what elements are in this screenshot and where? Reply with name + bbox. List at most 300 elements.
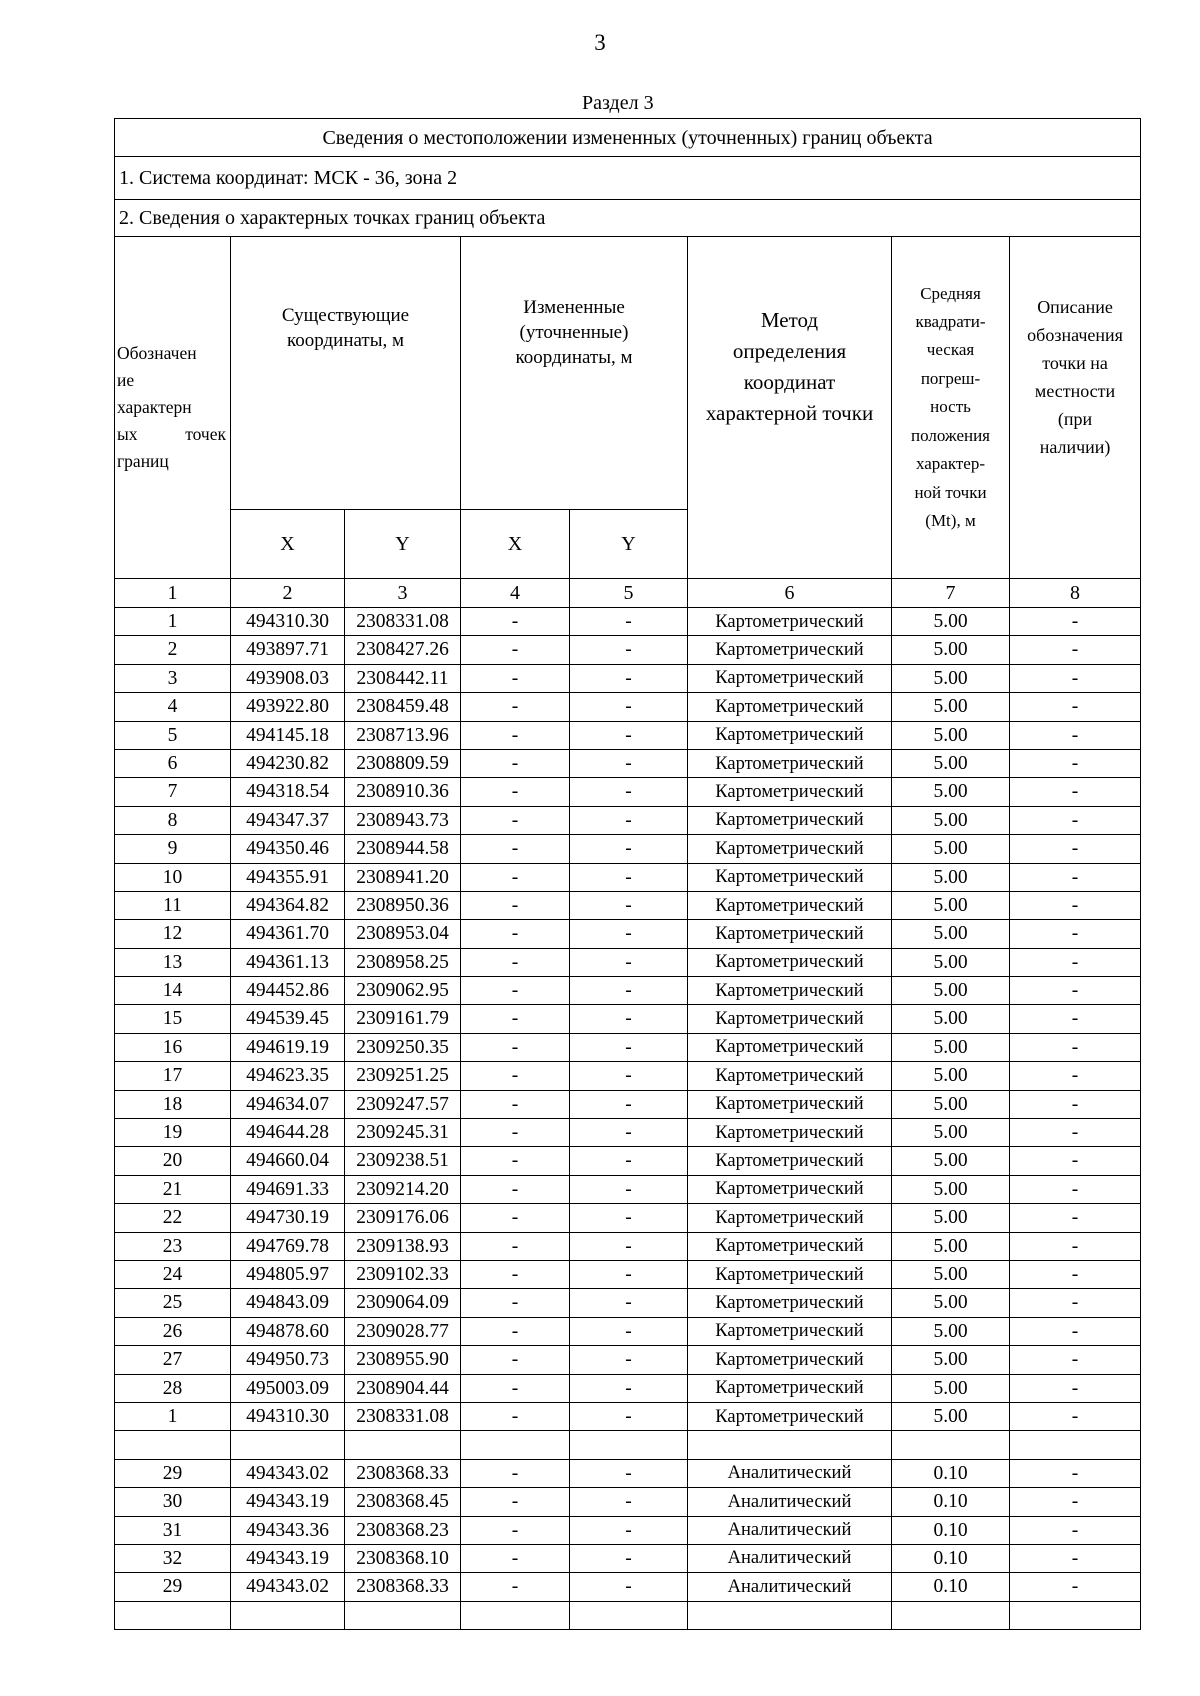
header-changed: Измененные (уточненные) координаты, м	[461, 237, 688, 510]
table-cell: Картометрический	[688, 608, 892, 636]
table-cell: -	[570, 664, 688, 692]
table-cell: 1	[115, 1402, 231, 1430]
table-cell: 3	[115, 664, 231, 692]
table-cell: Картометрический	[688, 636, 892, 664]
table-cell: 5.00	[892, 1232, 1010, 1260]
table-cell: 494619.19	[231, 1033, 345, 1061]
table-cell: -	[570, 1204, 688, 1232]
table-cell: Картометрический	[688, 664, 892, 692]
table-cell: -	[570, 948, 688, 976]
table-cell: 18	[115, 1090, 231, 1118]
table-cell: 16	[115, 1033, 231, 1061]
table-cell: 494343.19	[231, 1488, 345, 1516]
table-cell: -	[1010, 1260, 1141, 1288]
table-cell: 494769.78	[231, 1232, 345, 1260]
table-cell: -	[461, 608, 570, 636]
table-cell: -	[461, 1062, 570, 1090]
table-cell: -	[570, 1119, 688, 1147]
table-cell: Аналитический	[688, 1459, 892, 1487]
table-row	[115, 1346, 1141, 1374]
table-cell: -	[461, 749, 570, 777]
table-cell: 493897.71	[231, 636, 345, 664]
table-cell: -	[461, 1090, 570, 1118]
table-cell: Картометрический	[688, 835, 892, 863]
header-existing-x: X	[231, 510, 345, 579]
table-cell: 494343.19	[231, 1544, 345, 1572]
table-cell: -	[461, 1516, 570, 1544]
table-cell: 0.10	[892, 1516, 1010, 1544]
table-cell: Картометрический	[688, 1346, 892, 1374]
table-cell: 2308953.04	[345, 920, 461, 948]
table-row	[115, 636, 1141, 664]
table-cell: Картометрический	[688, 1005, 892, 1033]
table-cell: -	[570, 1488, 688, 1516]
table-cell: Картометрический	[688, 1317, 892, 1345]
table-cell: -	[461, 1005, 570, 1033]
table-cell: -	[461, 1119, 570, 1147]
table-cell: 2308955.90	[345, 1346, 461, 1374]
table-cell: 24	[115, 1260, 231, 1288]
table-cell: 2309064.09	[345, 1289, 461, 1317]
table-row	[115, 1204, 1141, 1232]
table-cell: 5.00	[892, 1005, 1010, 1033]
column-number: 8	[1010, 579, 1141, 608]
table-cell: Картометрический	[688, 948, 892, 976]
table-row	[115, 778, 1141, 806]
table-cell: 5.00	[892, 1346, 1010, 1374]
table-cell: Картометрический	[688, 1175, 892, 1203]
table-cell: 2308368.45	[345, 1488, 461, 1516]
table-cell: -	[1010, 977, 1141, 1005]
table-cell: 5.00	[892, 1402, 1010, 1430]
table-cell: -	[570, 1459, 688, 1487]
table-cell: 2309176.06	[345, 1204, 461, 1232]
table-cell: -	[570, 1374, 688, 1402]
table-cell: -	[1010, 1346, 1141, 1374]
table-cell: -	[461, 1402, 570, 1430]
table-cell: 2308943.73	[345, 806, 461, 834]
table-cell: -	[570, 1544, 688, 1572]
table-cell: Аналитический	[688, 1573, 892, 1601]
table-cell: -	[1010, 891, 1141, 919]
table-cell: 494350.46	[231, 835, 345, 863]
table-cell: -	[570, 1005, 688, 1033]
table-cell: -	[570, 778, 688, 806]
table-cell: 5.00	[892, 1090, 1010, 1118]
table-cell: -	[1010, 664, 1141, 692]
table-cell: -	[461, 778, 570, 806]
table-cell: 494452.86	[231, 977, 345, 1005]
table-cell: 2309250.35	[345, 1033, 461, 1061]
table-cell	[570, 1601, 688, 1629]
header-description: Описание обозначения точки на местности (при наличии)	[1010, 237, 1141, 579]
column-numbers-row	[115, 579, 1141, 608]
table-row	[115, 1488, 1141, 1516]
table-cell: 5.00	[892, 977, 1010, 1005]
table-cell: 5	[115, 721, 231, 749]
table-cell: -	[1010, 693, 1141, 721]
column-number: 3	[345, 579, 461, 608]
table-cell: 5.00	[892, 1374, 1010, 1402]
table-cell: 493908.03	[231, 664, 345, 692]
table-cell: -	[570, 1516, 688, 1544]
header-existing-y: Y	[345, 510, 461, 579]
table-cell	[892, 1431, 1010, 1459]
table-cell: -	[1010, 948, 1141, 976]
table-cell: 5.00	[892, 1289, 1010, 1317]
table-cell: 6	[115, 749, 231, 777]
table-cell: -	[570, 1346, 688, 1374]
table-cell: 2309102.33	[345, 1260, 461, 1288]
table-cell: -	[1010, 1119, 1141, 1147]
table-cell: 2309238.51	[345, 1147, 461, 1175]
table-cell: 32	[115, 1544, 231, 1572]
table-cell: 2308941.20	[345, 863, 461, 891]
table-cell: -	[570, 1147, 688, 1175]
table-cell: -	[1010, 835, 1141, 863]
table-cell: -	[461, 1232, 570, 1260]
table-row	[115, 1459, 1141, 1487]
table-row	[115, 920, 1141, 948]
table-cell: -	[1010, 1488, 1141, 1516]
table-cell: Картометрический	[688, 1204, 892, 1232]
table-cell: 5.00	[892, 835, 1010, 863]
table-row	[115, 1573, 1141, 1601]
section-label: Раздел 3	[582, 92, 654, 114]
table-cell: 15	[115, 1005, 231, 1033]
table-cell: 2309245.31	[345, 1119, 461, 1147]
table-cell: 28	[115, 1374, 231, 1402]
column-number: 2	[231, 579, 345, 608]
table-cell: -	[570, 721, 688, 749]
table-cell: 494805.97	[231, 1260, 345, 1288]
table-cell: Картометрический	[688, 806, 892, 834]
page-number: 3	[594, 30, 606, 55]
header-changed-y: Y	[570, 510, 688, 579]
table-cell: -	[461, 1317, 570, 1345]
table-cell: -	[570, 835, 688, 863]
table-cell: 0.10	[892, 1459, 1010, 1487]
table-row	[115, 948, 1141, 976]
table-cell	[345, 1431, 461, 1459]
table-cell: 494644.28	[231, 1119, 345, 1147]
table-cell: 10	[115, 863, 231, 891]
points-heading: 2. Сведения о характерных точках границ объекта	[115, 200, 1141, 237]
table-cell: -	[461, 835, 570, 863]
table-title: Сведения о местоположении измененных (уточненных) границ объекта	[115, 119, 1141, 157]
table-cell: -	[461, 1204, 570, 1232]
table-cell: 13	[115, 948, 231, 976]
table-cell: 494361.13	[231, 948, 345, 976]
table-cell: 2308950.36	[345, 891, 461, 919]
table-cell: 494361.70	[231, 920, 345, 948]
table-cell: -	[570, 1289, 688, 1317]
table-cell	[892, 1601, 1010, 1629]
table-cell	[688, 1431, 892, 1459]
table-cell	[461, 1431, 570, 1459]
table-cell: 4	[115, 693, 231, 721]
table-cell: -	[461, 1147, 570, 1175]
table-cell: Картометрический	[688, 1260, 892, 1288]
table-cell: 5.00	[892, 1204, 1010, 1232]
table-cell: 2309247.57	[345, 1090, 461, 1118]
table-cell: 5.00	[892, 1260, 1010, 1288]
table-cell: 0.10	[892, 1488, 1010, 1516]
table-cell: Картометрический	[688, 749, 892, 777]
table-cell	[115, 1601, 231, 1629]
header-existing: Существующие координаты, м	[231, 237, 461, 510]
column-number: 4	[461, 579, 570, 608]
table-cell: Картометрический	[688, 721, 892, 749]
table-cell: 493922.80	[231, 693, 345, 721]
table-cell	[231, 1431, 345, 1459]
table-cell: 14	[115, 977, 231, 1005]
table-cell: 494355.91	[231, 863, 345, 891]
table-cell	[688, 1601, 892, 1629]
table-cell: -	[570, 863, 688, 891]
table-cell: -	[570, 1175, 688, 1203]
table-cell: 494878.60	[231, 1317, 345, 1345]
table-cell: -	[461, 721, 570, 749]
table-cell: -	[1010, 1317, 1141, 1345]
table-row	[115, 664, 1141, 692]
table-cell: 494145.18	[231, 721, 345, 749]
table-cell	[461, 1601, 570, 1629]
table-cell	[231, 1601, 345, 1629]
table-cell: Картометрический	[688, 693, 892, 721]
table-cell: 2308904.44	[345, 1374, 461, 1402]
table-cell: Аналитический	[688, 1516, 892, 1544]
table-cell: 30	[115, 1488, 231, 1516]
table-cell: 11	[115, 891, 231, 919]
table-cell: 2308368.23	[345, 1516, 461, 1544]
table-cell: 5.00	[892, 778, 1010, 806]
table-cell: -	[570, 1573, 688, 1601]
table-cell: -	[1010, 1289, 1141, 1317]
table-cell: -	[570, 1033, 688, 1061]
table-cell: -	[461, 948, 570, 976]
table-cell: -	[461, 863, 570, 891]
table-cell: -	[461, 891, 570, 919]
table-row	[115, 1516, 1141, 1544]
blank-row	[115, 1601, 1141, 1629]
table-cell: 7	[115, 778, 231, 806]
table-cell: 5.00	[892, 1317, 1010, 1345]
table-cell: 5.00	[892, 721, 1010, 749]
table-cell: 2309214.20	[345, 1175, 461, 1203]
table-cell: 494347.37	[231, 806, 345, 834]
table-row	[115, 1402, 1141, 1430]
table-cell: 494691.33	[231, 1175, 345, 1203]
table-cell: -	[1010, 1090, 1141, 1118]
table-cell: 5.00	[892, 636, 1010, 664]
column-number: 7	[892, 579, 1010, 608]
table-cell: -	[570, 1232, 688, 1260]
table-cell: 5.00	[892, 1033, 1010, 1061]
table-cell: 494343.02	[231, 1459, 345, 1487]
table-cell: -	[1010, 1147, 1141, 1175]
table-cell	[1010, 1431, 1141, 1459]
table-cell: 2308809.59	[345, 749, 461, 777]
table-cell	[1010, 1601, 1141, 1629]
table-cell: Картометрический	[688, 1147, 892, 1175]
table-cell: -	[461, 664, 570, 692]
table-cell: -	[570, 749, 688, 777]
table-cell: 494310.30	[231, 1402, 345, 1430]
table-cell: 494623.35	[231, 1062, 345, 1090]
table-cell: -	[1010, 1005, 1141, 1033]
table-cell: 5.00	[892, 891, 1010, 919]
table-cell: 5.00	[892, 948, 1010, 976]
table-cell: Картометрический	[688, 1374, 892, 1402]
table-row	[115, 977, 1141, 1005]
table-cell	[570, 1431, 688, 1459]
table-cell: -	[1010, 863, 1141, 891]
table-cell: 494730.19	[231, 1204, 345, 1232]
table-cell: 5.00	[892, 863, 1010, 891]
table-cell: Картометрический	[688, 1062, 892, 1090]
table-cell: 2309251.25	[345, 1062, 461, 1090]
table-cell: 2308368.10	[345, 1544, 461, 1572]
table-cell: 2308368.33	[345, 1459, 461, 1487]
table-cell: -	[1010, 1573, 1141, 1601]
table-cell: 494318.54	[231, 778, 345, 806]
table-cell: -	[1010, 806, 1141, 834]
table-cell: -	[1010, 1544, 1141, 1572]
table-cell: Картометрический	[688, 1033, 892, 1061]
table-row	[115, 1090, 1141, 1118]
table-cell: -	[570, 806, 688, 834]
table-row	[115, 1033, 1141, 1061]
coordinate-system: 1. Система координат: МСК - 36, зона 2	[115, 157, 1141, 200]
table-cell: 495003.09	[231, 1374, 345, 1402]
table-cell: 494343.36	[231, 1516, 345, 1544]
table-cell: 2308713.96	[345, 721, 461, 749]
table-cell: 19	[115, 1119, 231, 1147]
table-row	[115, 891, 1141, 919]
table-cell: -	[1010, 1459, 1141, 1487]
table-cell: Картометрический	[688, 1090, 892, 1118]
boundary-points-table	[114, 118, 1141, 1630]
table-cell: Картометрический	[688, 863, 892, 891]
table-row	[115, 1374, 1141, 1402]
table-row	[115, 1119, 1141, 1147]
table-row	[115, 1317, 1141, 1345]
table-cell: -	[1010, 608, 1141, 636]
table-cell: Картометрический	[688, 920, 892, 948]
table-cell: 2309138.93	[345, 1232, 461, 1260]
table-cell: 5.00	[892, 1062, 1010, 1090]
table-cell: -	[461, 806, 570, 834]
table-cell: 12	[115, 920, 231, 948]
table-cell: -	[461, 1573, 570, 1601]
table-cell: -	[461, 1289, 570, 1317]
table-cell: 494343.02	[231, 1573, 345, 1601]
table-cell: -	[461, 1175, 570, 1203]
table-cell: 494310.30	[231, 608, 345, 636]
table-cell: -	[461, 920, 570, 948]
table-cell: 5.00	[892, 920, 1010, 948]
table-cell: -	[461, 693, 570, 721]
table-cell: -	[1010, 1516, 1141, 1544]
table-cell: 2308331.08	[345, 1402, 461, 1430]
table-cell: 5.00	[892, 1147, 1010, 1175]
table-cell: Картометрический	[688, 1119, 892, 1147]
table-row	[115, 1232, 1141, 1260]
table-cell: -	[1010, 636, 1141, 664]
table-cell: Аналитический	[688, 1544, 892, 1572]
table-cell: 2308442.11	[345, 664, 461, 692]
table-cell: -	[570, 891, 688, 919]
table-cell: 17	[115, 1062, 231, 1090]
table-cell: -	[461, 1544, 570, 1572]
table-cell: 2308459.48	[345, 693, 461, 721]
table-row	[115, 1147, 1141, 1175]
table-cell: 2309161.79	[345, 1005, 461, 1033]
table-cell: 494660.04	[231, 1147, 345, 1175]
table-cell: 2309062.95	[345, 977, 461, 1005]
header-error: Средняя квадрати- ческая погреш- ность положения характер- ной точки (Mt), м	[892, 237, 1010, 579]
table-cell: 5.00	[892, 1119, 1010, 1147]
table-cell: -	[461, 1488, 570, 1516]
table-cell: 8	[115, 806, 231, 834]
table-cell: -	[461, 1374, 570, 1402]
table-cell: 5.00	[892, 749, 1010, 777]
table-cell: -	[570, 1260, 688, 1288]
table-cell: 494634.07	[231, 1090, 345, 1118]
table-cell: Картометрический	[688, 1232, 892, 1260]
table-cell: -	[1010, 1402, 1141, 1430]
column-number: 1	[115, 579, 231, 608]
table-cell: -	[570, 1090, 688, 1118]
table-cell: -	[1010, 920, 1141, 948]
table-cell	[115, 1431, 231, 1459]
table-cell: 1	[115, 608, 231, 636]
table-cell: -	[1010, 1232, 1141, 1260]
table-cell: 494230.82	[231, 749, 345, 777]
table-cell: 26	[115, 1317, 231, 1345]
table-cell: -	[461, 1459, 570, 1487]
table-cell: 2308427.26	[345, 636, 461, 664]
table-cell: Картометрический	[688, 778, 892, 806]
table-cell: 0.10	[892, 1544, 1010, 1572]
table-cell: -	[461, 1260, 570, 1288]
column-number: 6	[688, 579, 892, 608]
table-cell: 2308958.25	[345, 948, 461, 976]
table-cell: 2308944.58	[345, 835, 461, 863]
table-cell: Аналитический	[688, 1488, 892, 1516]
table-cell: -	[461, 636, 570, 664]
column-number: 5	[570, 579, 688, 608]
table-cell: 494950.73	[231, 1346, 345, 1374]
table-cell: 22	[115, 1204, 231, 1232]
table-cell: -	[1010, 1374, 1141, 1402]
blank-row	[115, 1431, 1141, 1459]
table-row	[115, 721, 1141, 749]
table-row	[115, 749, 1141, 777]
table-cell: 494364.82	[231, 891, 345, 919]
table-cell: 5.00	[892, 664, 1010, 692]
table-row	[115, 1005, 1141, 1033]
table-cell: -	[570, 977, 688, 1005]
table-cell: 2308331.08	[345, 608, 461, 636]
table-cell: 5.00	[892, 608, 1010, 636]
table-cell: 9	[115, 835, 231, 863]
table-row	[115, 863, 1141, 891]
table-row	[115, 1544, 1141, 1572]
table-cell: 2308368.33	[345, 1573, 461, 1601]
table-row	[115, 835, 1141, 863]
